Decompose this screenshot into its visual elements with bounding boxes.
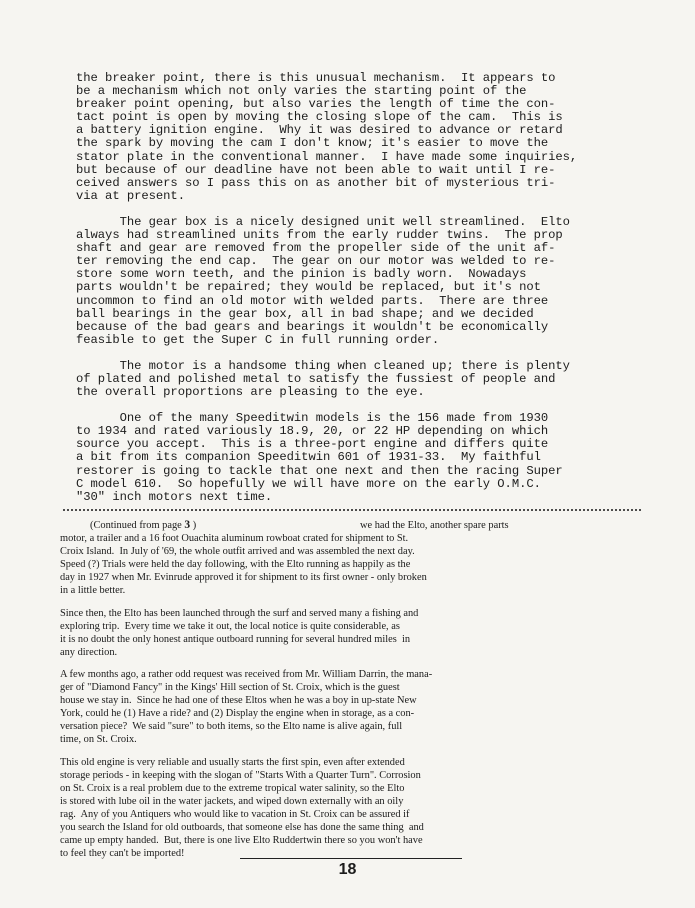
continued-paragraph: Since then, the Elto has been launched through the surf and served many a fishing and exploring trip. Every time we take it out, the local notice is quite considerable, as it is no doubt the only honest antique outboard running for several hundred miles in any direction. — [60, 607, 419, 658]
upper-article — [76, 72, 634, 504]
page-number: 18 — [338, 861, 357, 878]
footer-rule — [240, 858, 462, 859]
continued-first-paragraph — [60, 519, 635, 598]
continued-first-line: we had the Elto, another spare parts — [360, 520, 509, 531]
dotted-divider — [62, 509, 642, 511]
article-paragraph: One of the many Speeditwin models is the 156 made from 1930 to 1934 and rated variously 18.9, 20, or 22 HP depending on which source you accept. This is a three-port engine and differs quite a bit from its companion Speeditwin 601 of 1931-33. My faithful restorer is going to tackle that one next and then the racing Super C model 610. So hopefully we will have more on the early O.M.C. "30" inch motors next time. — [76, 411, 563, 504]
continued-paragraph: A few months ago, a rather odd request was received from Mr. William Darrin, the mana- ger of "Diamond Fancy" in the Kings' Hill section of St. Croix, which is the guest house we stay in. Since he had one of these Eltos when he was a boy in up-state New York, could he (1) Have a ride? and (2) Display the engine when in storage, as a con- versation piece? We said "sure" to both items, so the Elto name is alive again, full time, on St. Croix. — [60, 668, 433, 746]
article-paragraph: the breaker point, there is this unusual mechanism. It appears to be a mechanism which not only varies the starting point of the breaker point opening, but also varies the length of time the con- tact point is open by moving the closing slope of the cam. This is a battery ignition engine. Why it was desired to advance or retard the spark by moving the cam I don't know; it's easier to move the stator plate in the conventional manner. I have made some inquiries, but because of our deadline have not been able to wait until I re- ceived answers so I pass this on as another bit of mysterious tri- via at present. — [76, 71, 578, 203]
continued-first-paragraph-rest: motor, a trailer and a 16 foot Ouachita aluminum rowboat crated for shipment to St. Croix Island. In July of '69, the whole outfit arrived and was assembled the next day. Speed (?) Trials were held the day following, with the Elto running as happily as the day in 1927 when Mr. Evinrude approved it for shipment to its first owner - only broken in a little better. — [60, 533, 427, 597]
continued-paragraph: This old engine is very reliable and usually starts the first spin, even after extended storage periods - in keeping with the slogan of "Starts With a Quarter Turn". Corrosion on St. Croix is a real problem due to the extreme tropical water salinity, so the Elto is stored with lube oil in the water jackets, and wiped down externally with an oily rag. Any of you Antiquers who would like to vacation in St. Croix can be assured if you search the Island for old outboards, that someone else has done the same thing and came up empty handed. But, there is one live Elto Ruddertwin there so you won't have to feel they can't be imported! — [60, 756, 424, 860]
continued-from-label: (Continued from page 3 ) — [90, 519, 197, 531]
continued-header-line — [60, 520, 509, 531]
article-paragraph: The motor is a handsome thing when cleaned up; there is plenty of plated and polished metal to satisfy the fussiest of people and the overall proportions are pleasing to the eye. — [76, 358, 570, 400]
continued-page-ref: 3 — [184, 519, 191, 531]
article-paragraph: The gear box is a nicely designed unit well streamlined. Elto always had streamlined units from the early rudder twins. The prop shaft and gear are removed from the propeller side of the unit af- ter removing the end cap. The gear on our motor was welded to re- store some worn teeth, and the pinion is badly worn. Nowadays parts wouldn't be repaired; they would be replaced, but it's not uncommon to find an old motor with welded parts. There are three ball bearings in the gear box, all in bad shape; and we decided because of the bad gears and bearings it wouldn't be economically feasible to get the Super C in full running order. — [76, 214, 570, 347]
continued-article — [60, 519, 635, 869]
